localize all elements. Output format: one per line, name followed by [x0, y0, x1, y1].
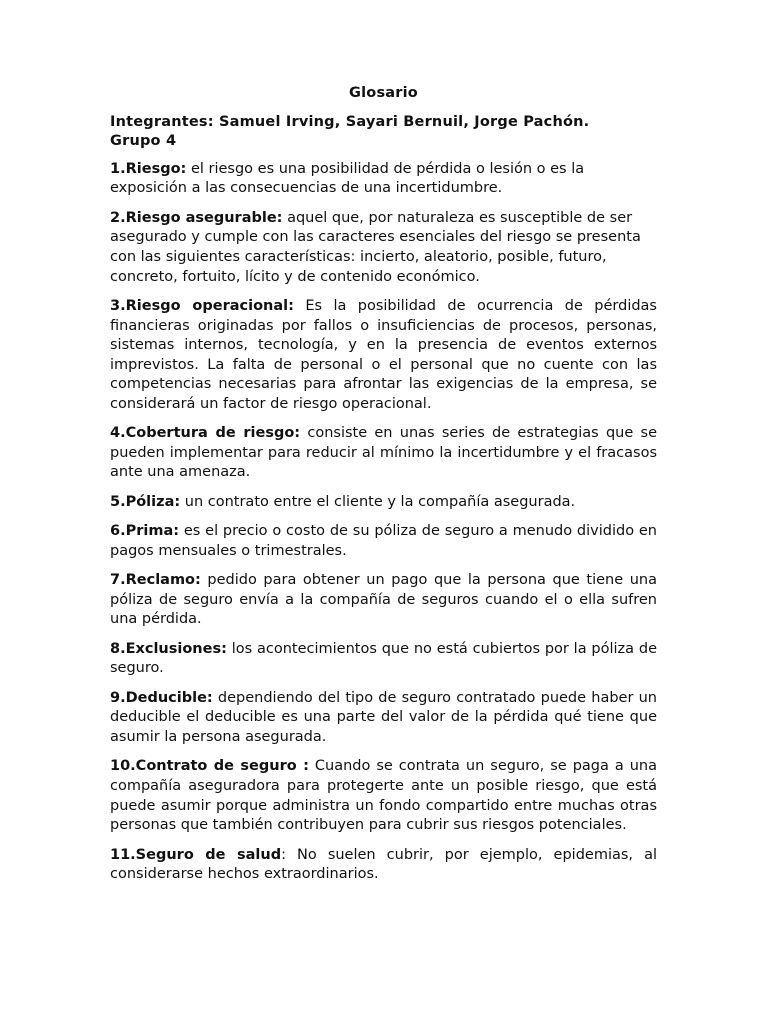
- glossary-term: 6.Prima:: [110, 523, 180, 540]
- document-title: Glosario: [349, 85, 418, 101]
- glossary-term: 5.Póliza:: [110, 493, 181, 510]
- glossary-term: 9.Deducible:: [110, 689, 213, 706]
- group-line: Grupo 4: [110, 133, 177, 150]
- glossary-term: 10.Contrato de seguro :: [110, 758, 309, 775]
- glossary-entry-prima: [110, 522, 657, 561]
- glossary-definition: aquel que, por naturaleza es susceptible de ser asegurado y cumple con las caracteres esenciales del riesgo se presenta con las siguientes características: incierto, aleatorio, posible, futuro, concreto, fortuito, lícito y de contenido económico.: [110, 209, 641, 285]
- glossary-definition: Cuando se contrata un seguro, se paga a una compañía aseguradora para protegerte ante un posible riesgo, que está puede asumir porque administra un fondo compartido entre muchas otras personas que también contribuyen para cubrir sus riesgos potenciales.: [110, 758, 657, 834]
- glossary-entry-contrato-de-seguro: [110, 757, 657, 835]
- glossary-entry-exclusiones: [110, 640, 657, 679]
- glossary-entry-riesgo-asegurable: [110, 209, 657, 287]
- glossary-term: 11.Seguro de salud: [110, 846, 282, 863]
- glossary-definition: pedido para obtener un pago que la persona que tiene una póliza de seguro envía a la compañía de seguros cuando el o ella sufren una pérdida.: [110, 572, 657, 628]
- glossary-term: 4.Cobertura de riesgo:: [110, 425, 301, 442]
- glossary-definition: consiste en unas series de estrategias que se pueden implementar para reducir al mínimo la incertidumbre y el fracasos ante una amenaza.: [110, 425, 657, 481]
- glossary-entry-riesgo-operacional: [110, 297, 657, 415]
- glossary-entry-seguro-de-salud: [110, 846, 657, 885]
- glossary-definition: el riesgo es una posibilidad de pérdida o lesión o es la exposición a las consecuencias de una incertidumbre.: [110, 160, 585, 197]
- glossary-term: 1.Riesgo:: [110, 160, 187, 177]
- glossary-term: 8.Exclusiones:: [110, 640, 227, 657]
- glossary-definition: es el precio o costo de su póliza de seguro a menudo dividido en pagos mensuales o trimestrales.: [110, 523, 657, 559]
- glossary-term: 3.Riesgo operacional:: [110, 297, 294, 314]
- glossary-term: 2.Riesgo asegurable:: [110, 209, 283, 226]
- glossary-entry-reclamo: [110, 571, 657, 630]
- members-line: Integrantes: Samuel Irving, Sayari Bernuil, Jorge Pachón.: [110, 113, 590, 130]
- glossary-definition: un contrato entre el cliente y la compañía asegurada.: [180, 493, 576, 510]
- document-page: [110, 84, 657, 895]
- glossary-entry-riesgo: [110, 160, 657, 199]
- glossary-definition: : No suelen cubrir, por ejemplo, epidemias, al considerarse hechos extraordinarios.: [110, 846, 657, 883]
- glossary-definition: los acontecimientos que no está cubiertos por la póliza de seguro.: [110, 640, 657, 677]
- glossary-entry-deducible: [110, 689, 657, 748]
- glossary-entry-poliza: [110, 493, 657, 513]
- glossary-definition: dependiendo del tipo de seguro contratado puede haber un deducible el deducible es una parte del valor de la pérdida qué tiene que asumir la persona asegurada.: [110, 689, 657, 745]
- glossary-definition: Es la posibilidad de ocurrencia de pérdidas financieras originadas por fallos o insuficiencias de procesos, personas, sistemas internos, tecnología, y en la presencia de eventos externos imprevistos. La falta de personal o el personal que no cuente con las competencias necesarias para afrontar las exigencias de la empresa, se considerará un factor de riesgo operacional.: [110, 297, 657, 412]
- glossary-entry-cobertura-de-riesgo: [110, 424, 657, 483]
- glossary-term: 7.Reclamo:: [110, 572, 201, 589]
- members-block: [110, 113, 657, 152]
